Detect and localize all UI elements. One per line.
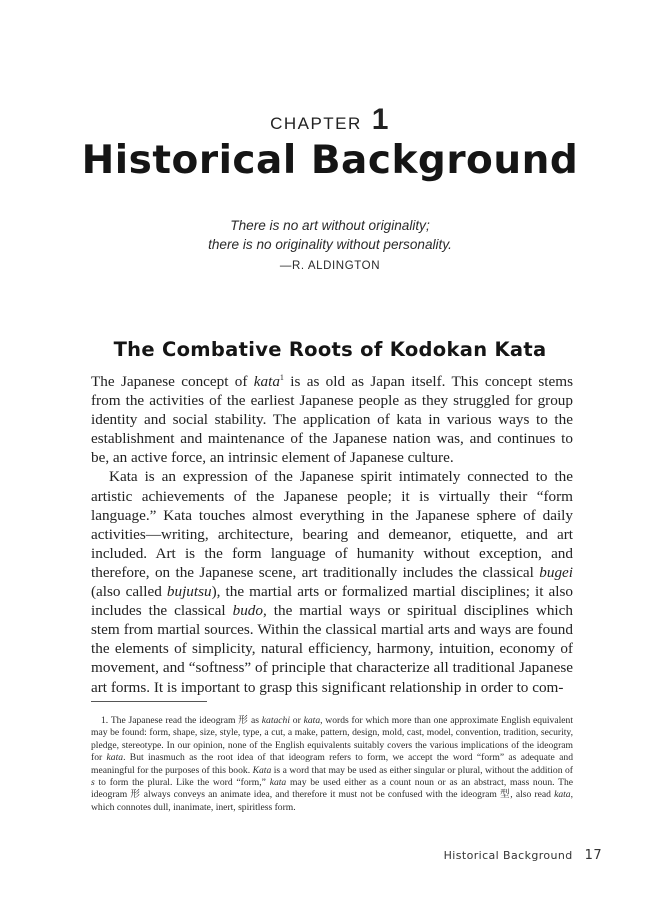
fn-s-letter: s bbox=[91, 777, 95, 789]
epigraph bbox=[0, 216, 660, 276]
p1-text-end: is as old as Japan itself. This concept stems from the activities of the earliest Japanese people as they struggled for group identity and social stability. The application of kata in various ways to the establishment and maintenance of the Japanese nation was, and continues to be, an active force, an intrinsic element of Japanese culture. bbox=[91, 373, 573, 467]
epigraph-line-1: There is no art without originality; bbox=[230, 218, 430, 233]
running-head: Historical Background bbox=[443, 849, 573, 862]
fn-text-5: is a word that may be used as either singular or plural, without the addition of bbox=[271, 764, 573, 776]
budo-term: budo bbox=[232, 602, 263, 620]
chapter-title: Historical Background bbox=[81, 138, 579, 183]
fn-kata-1: kata bbox=[303, 715, 321, 726]
epigraph-line-2: there is no originality without personality. bbox=[208, 237, 452, 252]
body-text bbox=[91, 372, 573, 697]
fn-text-8: , which connotes dull, inanimate, inert, spiritless form. bbox=[91, 789, 573, 813]
paragraph-1 bbox=[91, 372, 573, 467]
running-footer bbox=[444, 848, 602, 863]
chapter-word: CHAPTER bbox=[270, 114, 362, 133]
epigraph-attribution: —R. ALDINGTON bbox=[279, 260, 381, 272]
fn-kata-5: kata bbox=[554, 789, 571, 801]
page-number: 17 bbox=[584, 848, 602, 863]
p2-text-3: ), the martial arts or formalized martial disciplines; it also includes the classical bbox=[91, 583, 573, 620]
fn-text-2: or bbox=[290, 715, 304, 726]
fn-kata-3: Kata bbox=[252, 764, 272, 776]
fn-katachi: katachi bbox=[261, 715, 291, 726]
footnote-number: 1. bbox=[101, 715, 109, 726]
p1-text-start: The Japanese concept of bbox=[91, 373, 254, 390]
p2-text-2: (also called bbox=[91, 583, 167, 601]
fn-text-1: The Japanese read the ideogram 形 as bbox=[108, 715, 262, 726]
fn-kata-2: kata bbox=[106, 752, 124, 764]
fn-kata-4: kata bbox=[269, 777, 287, 789]
section-heading: The Combative Roots of Kodokan Kata bbox=[113, 338, 547, 361]
fn-text-4: . But inasmuch as the root idea of that ideogram refers to form, we accept the word “form” as adequate and meaningful for the purposes of this book. bbox=[91, 752, 574, 776]
footnote-1 bbox=[91, 715, 573, 814]
fn-text-3: , words for which more than one approximate English equivalent may be found: form, shape, size, style, type, a cut, a make, pattern, design, mold, cast, model, convention, tradition, security, pledge, stereotype. In our opinion, none of the English equivalents suitably covers the various implications of the ideogram for bbox=[91, 715, 573, 764]
bujutsu-term: bujutsu bbox=[166, 583, 212, 601]
p2-text-4: , the martial ways or spiritual disciplines which stem from martial sources. Within the classical martial arts and ways are found the elements of simplicity, natural efficiency, harmony, intuition, economy of movement, and “softness” of principle that characterize all traditional Japanese art forms. It is important to grasp this significant relationship in order to com- bbox=[91, 602, 573, 696]
footnote-ref-1[interactable]: 1 bbox=[279, 372, 284, 382]
paragraph-2 bbox=[91, 467, 573, 696]
bugei-term: bugei bbox=[539, 563, 573, 581]
kata-term: kata bbox=[253, 373, 280, 390]
chapter-label bbox=[0, 103, 660, 137]
footnote-rule bbox=[91, 701, 207, 702]
chapter-number: 1 bbox=[371, 103, 390, 136]
fn-text-7: may be used either as a count noun or as an abstract, mass noun. The ideogram 形 always conveys an animate idea, and therefore it must not be confused with the ideogram 型, also read bbox=[91, 777, 573, 801]
fn-text-6: to form the plural. Like the word “form,” bbox=[94, 777, 270, 789]
p2-text-1: Kata is an expression of the Japanese spirit intimately connected to the artistic achievements of the Japanese people; it is virtually their “form language.” Kata touches almost everything in the Japanese sphere of daily activities—writing, architecture, bearing and demeanor, etiquette, and art included. Art is the form language of humanity without exception, and therefore, on the Japanese scene, art traditionally includes the classical bbox=[91, 468, 573, 581]
